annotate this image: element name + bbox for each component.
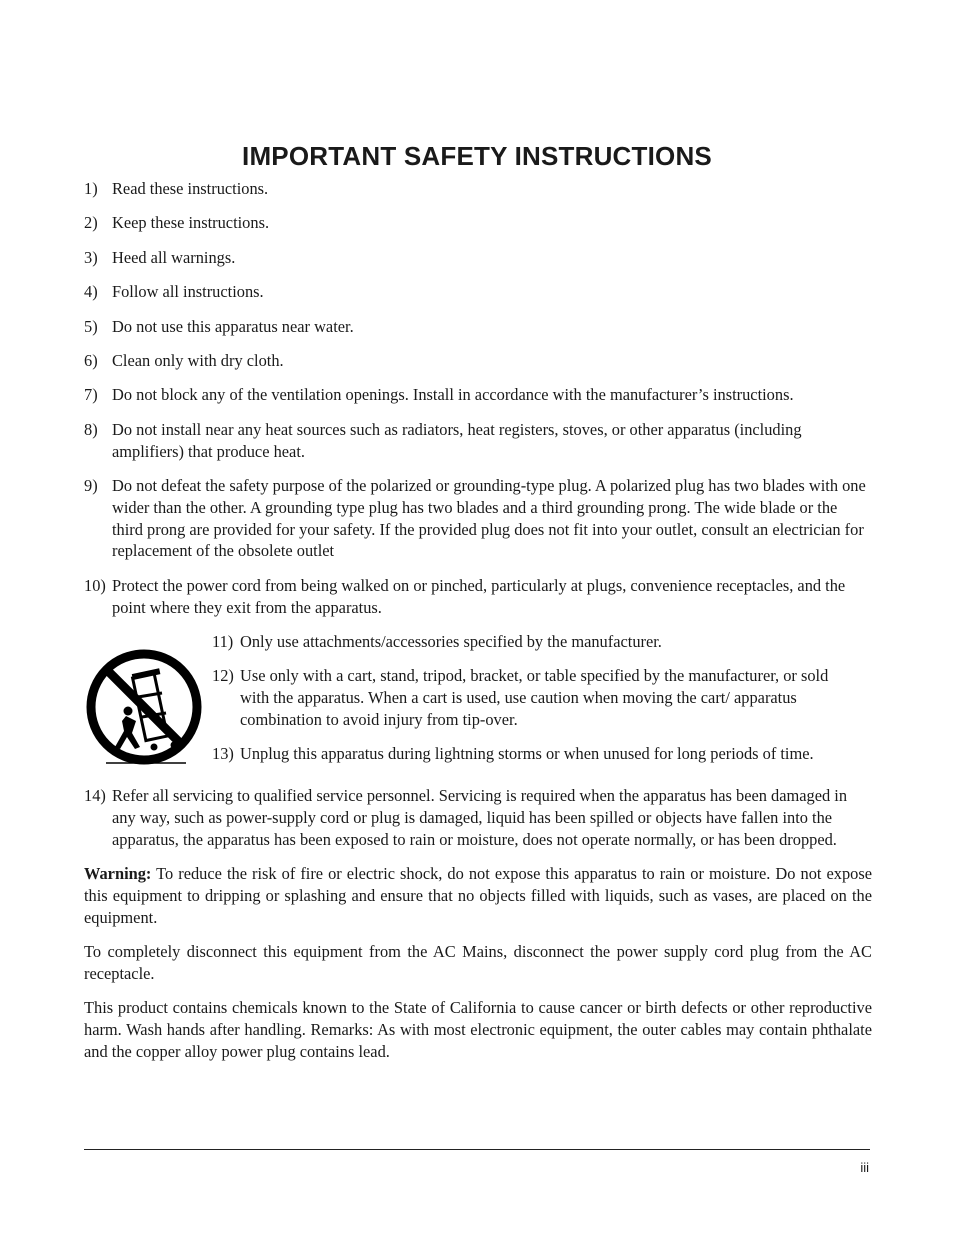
instruction-text: Do not use this apparatus near water. (112, 316, 354, 336)
instruction-number: 13) (212, 744, 234, 764)
instruction-item (84, 419, 872, 463)
instruction-item (84, 247, 872, 269)
cart-tip-over-warning-icon (84, 631, 212, 773)
instruction-number: 7) (84, 385, 98, 405)
instruction-item (84, 350, 872, 372)
instruction-item (84, 178, 872, 200)
instruction-text: Do not defeat the safety purpose of the polarized or grounding-type plug. A polarized plug has two blades with one wider than the other. A grounding type plug has two blades and a third grounding prong. The wide blade or the third prong are provided for your safety. If the provided plug does not fit into your outlet, consult an electrician for replacement of the obsolete outlet (112, 475, 866, 561)
instruction-text: Only use attachments/accessories specified by the manufacturer. (240, 631, 662, 651)
california-paragraph: This product contains chemicals known to the State of California to cause cancer or birth defects or other reproductive harm. Wash hands after handling. Remarks: As with most electronic equipment, the outer cables may contain phthalate and the copper alloy power plug contains lead. (84, 998, 872, 1062)
warning-paragraph (84, 863, 872, 928)
instruction-text: Do not block any of the ventilation openings. Install in accordance with the manufacturer’s instructions. (112, 385, 794, 405)
instruction-text: Follow all instructions. (112, 282, 264, 302)
instruction-text: Do not install near any heat sources such as radiators, heat registers, stoves, or other apparatus (including amplifiers) that produce heat. (112, 419, 802, 461)
instruction-number: 1) (84, 179, 98, 198)
instruction-text: Clean only with dry cloth. (112, 350, 284, 370)
instruction-number: 3) (84, 247, 98, 267)
instruction-item (212, 631, 842, 653)
instruction-item (84, 785, 872, 850)
instruction-number: 12) (212, 666, 234, 686)
instruction-number: 8) (84, 419, 98, 439)
instruction-number: 9) (84, 475, 98, 495)
instruction-text: Read these instructions. (112, 179, 269, 198)
instruction-text: Protect the power cord from being walked on or pinched, particularly at plugs, convenience receptacles, and the point where they exit from the apparatus. (112, 575, 846, 617)
instruction-item (212, 665, 842, 730)
disconnect-paragraph: To completely disconnect this equipment from the AC Mains, disconnect the power supply cord plug from the AC receptacle. (84, 942, 872, 984)
instruction-text: Unplug this apparatus during lightning storms or when unused for long periods of time. (240, 744, 814, 764)
warning-text: To reduce the risk of fire or electric shock, do not expose this apparatus to rain or moisture. Do not expose this equipment to dripping or splashing and ensure that no objects filled with liquids, such as vases, are placed on the equipment. (84, 864, 872, 927)
safety-content (84, 178, 872, 1075)
instruction-number: 14) (84, 786, 106, 806)
instruction-item (84, 316, 872, 338)
instruction-item (84, 281, 872, 303)
instruction-item (84, 212, 872, 234)
instruction-number: 10) (84, 575, 106, 595)
page-title: IMPORTANT SAFETY INSTRUCTIONS (242, 141, 712, 171)
instruction-number: 6) (84, 350, 98, 370)
footer-rule (84, 1149, 870, 1150)
instruction-text: Refer all servicing to qualified service personnel. Servicing is required when the apparatus has been damaged in any way, such as power-supply cord or plug is damaged, liquid has been spilled or objects have fallen into the apparatus, the apparatus has been exposed to rain or moisture, does not operate normally, or has been dropped. (112, 786, 848, 849)
instruction-text: Keep these instructions. (112, 213, 270, 233)
instruction-number: 2) (84, 213, 98, 233)
instruction-item (84, 475, 872, 562)
instruction-number: 4) (84, 282, 98, 302)
instruction-item (212, 743, 842, 765)
instruction-item (84, 384, 872, 406)
instruction-text: Use only with a cart, stand, tripod, bracket, or table specified by the manufacturer, or sold with the apparatus. When a cart is used, use caution when moving the cart/ apparatus combination to avoid injury from tip-over. (240, 666, 829, 729)
cart-warning-block (84, 631, 872, 773)
instruction-number: 11) (212, 631, 234, 651)
instruction-text: Heed all warnings. (112, 247, 236, 267)
instruction-number: 5) (84, 316, 98, 336)
cart-tip-over-symbol (84, 649, 208, 767)
page-number: iii (860, 1160, 869, 1175)
instruction-item (84, 575, 872, 619)
cart-instructions (212, 631, 872, 765)
warning-label: Warning: (84, 864, 152, 884)
